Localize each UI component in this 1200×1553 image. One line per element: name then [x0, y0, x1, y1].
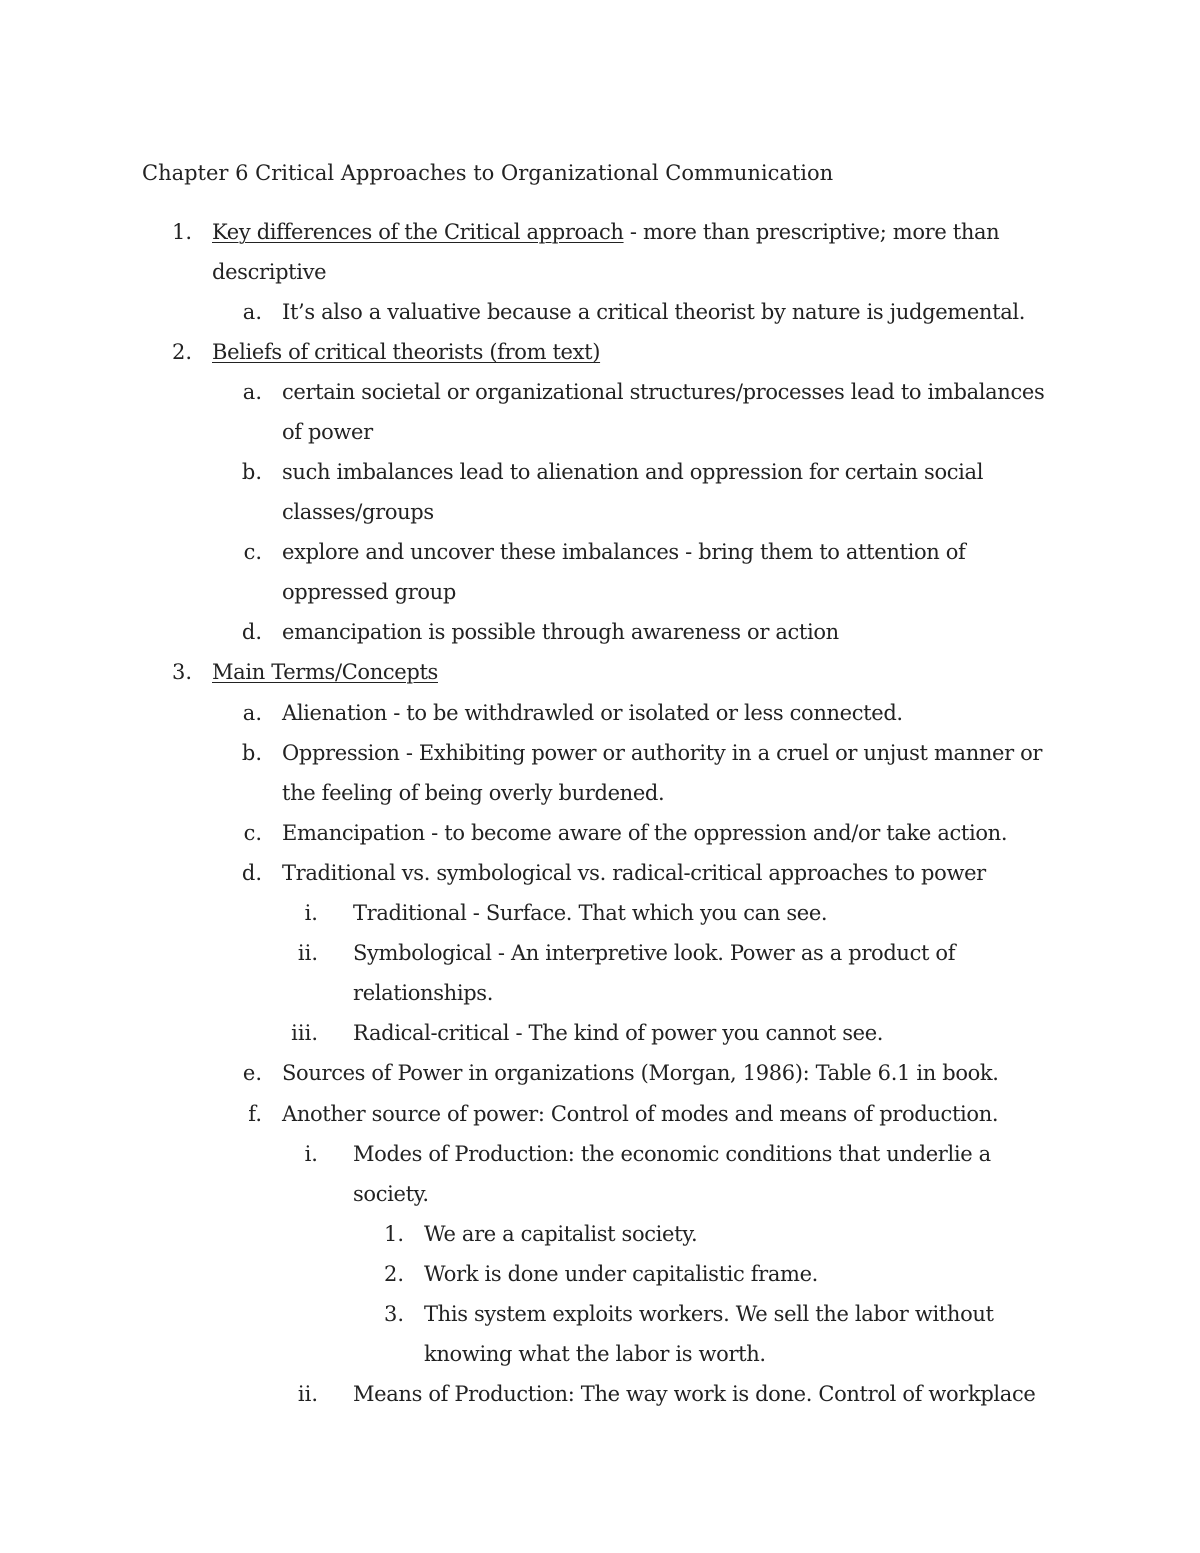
item-continuation: descriptive [212, 260, 327, 284]
list-item: It’s also a valuative because a critical theorist by nature is judgemental. [282, 300, 1026, 324]
item-continuation: relationships. [353, 981, 494, 1005]
list-item: Oppression - Exhibiting power or authority in a cruel or unjust manner or [282, 741, 1043, 765]
item-continuation: the feeling of being overly burdened. [282, 781, 665, 805]
list-marker: ii. [297, 941, 318, 965]
page-title: Chapter 6 Critical Approaches to Organizational Communication [142, 161, 834, 185]
item-continuation: society. [353, 1182, 429, 1206]
list-marker: a. [242, 701, 262, 725]
list-marker: 2. [171, 340, 192, 364]
list-item [212, 336, 600, 368]
list-marker: b. [241, 460, 262, 484]
list-item: Symbological - An interpretive look. Power as a product of [353, 941, 956, 965]
list-item: explore and uncover these imbalances - bring them to attention of [282, 540, 966, 564]
list-item: We are a capitalist society. [424, 1222, 698, 1246]
list-item: Means of Production: The way work is done. Control of workplace [353, 1382, 1036, 1406]
item-continuation: oppressed group [282, 580, 456, 604]
list-item [212, 656, 438, 688]
list-marker: 3. [383, 1302, 404, 1326]
list-marker: i. [304, 1142, 318, 1166]
list-marker: c. [243, 821, 262, 845]
list-marker: e. [242, 1061, 262, 1085]
list-marker: 1. [171, 220, 192, 244]
list-marker: b. [241, 741, 262, 765]
item-continuation: knowing what the labor is worth. [424, 1342, 766, 1366]
list-item: Work is done under capitalistic frame. [424, 1262, 819, 1286]
list-item: This system exploits workers. We sell the labor without [424, 1302, 994, 1326]
list-marker: c. [243, 540, 262, 564]
list-item: Sources of Power in organizations (Morgan, 1986): Table 6.1 in book. [282, 1061, 999, 1085]
list-item: Alienation - to be withdrawled or isolated or less connected. [282, 701, 903, 725]
list-marker: 2. [383, 1262, 404, 1286]
item-heading: Key differences of the Critical approach [212, 220, 624, 244]
list-marker: 3. [171, 660, 192, 684]
list-item: Emancipation - to become aware of the oppression and/or take action. [282, 821, 1008, 845]
list-marker: f. [248, 1102, 262, 1126]
item-continuation: of power [282, 420, 373, 444]
list-item: certain societal or organizational structures/processes lead to imbalances [282, 380, 1045, 404]
item-heading: Beliefs of critical theorists (from text) [212, 340, 601, 364]
list-item: such imbalances lead to alienation and oppression for certain social [282, 460, 984, 484]
list-item: Radical-critical - The kind of power you cannot see. [353, 1021, 884, 1045]
list-marker: i. [304, 901, 318, 925]
list-marker: a. [242, 380, 262, 404]
list-marker: 1. [383, 1222, 404, 1246]
item-continuation: classes/groups [282, 500, 434, 524]
list-item: Traditional vs. symbological vs. radical-critical approaches to power [282, 861, 986, 885]
list-marker: d. [241, 620, 262, 644]
list-marker: d. [241, 861, 262, 885]
list-marker: ii. [297, 1382, 318, 1406]
list-marker: a. [242, 300, 262, 324]
list-item: Another source of power: Control of modes and means of production. [282, 1102, 999, 1126]
item-text: - more than prescriptive; more than [623, 220, 1000, 244]
list-item: emancipation is possible through awareness or action [282, 620, 839, 644]
list-item: Traditional - Surface. That which you can see. [353, 901, 828, 925]
list-item [212, 216, 999, 248]
list-marker: iii. [291, 1021, 318, 1045]
item-heading: Main Terms/Concepts [212, 660, 438, 684]
list-item: Modes of Production: the economic conditions that underlie a [353, 1142, 991, 1166]
